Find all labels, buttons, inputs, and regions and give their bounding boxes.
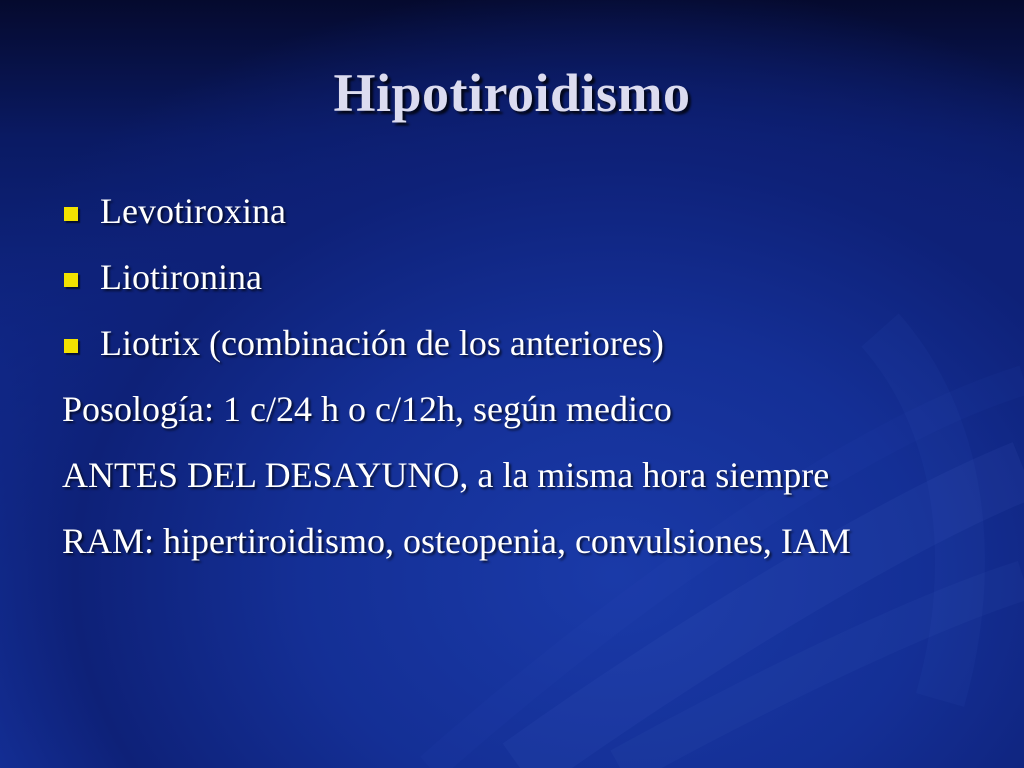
slide-title: Hipotiroidismo [333,63,691,123]
posology-paragraph: Posología: 1 c/24 h o c/12h, según medico [62,389,672,429]
bullet-item-liotironina [62,256,962,298]
bullet-item-levotiroxina [62,190,962,232]
square-bullet-icon [64,339,78,353]
bullet-text: Liotrix (combinación de los anteriores) [100,323,664,363]
timing-paragraph: ANTES DEL DESAYUNO, a la misma hora siempre [62,455,830,495]
slide-content [62,190,962,586]
bullet-text: Levotiroxina [100,191,286,231]
bullet-text: Liotironina [100,257,262,297]
adverse-reactions-paragraph: RAM: hipertiroidismo, osteopenia, convulsiones, IAM [62,521,851,561]
bullet-item-liotrix [62,322,962,364]
square-bullet-icon [64,207,78,221]
square-bullet-icon [64,273,78,287]
